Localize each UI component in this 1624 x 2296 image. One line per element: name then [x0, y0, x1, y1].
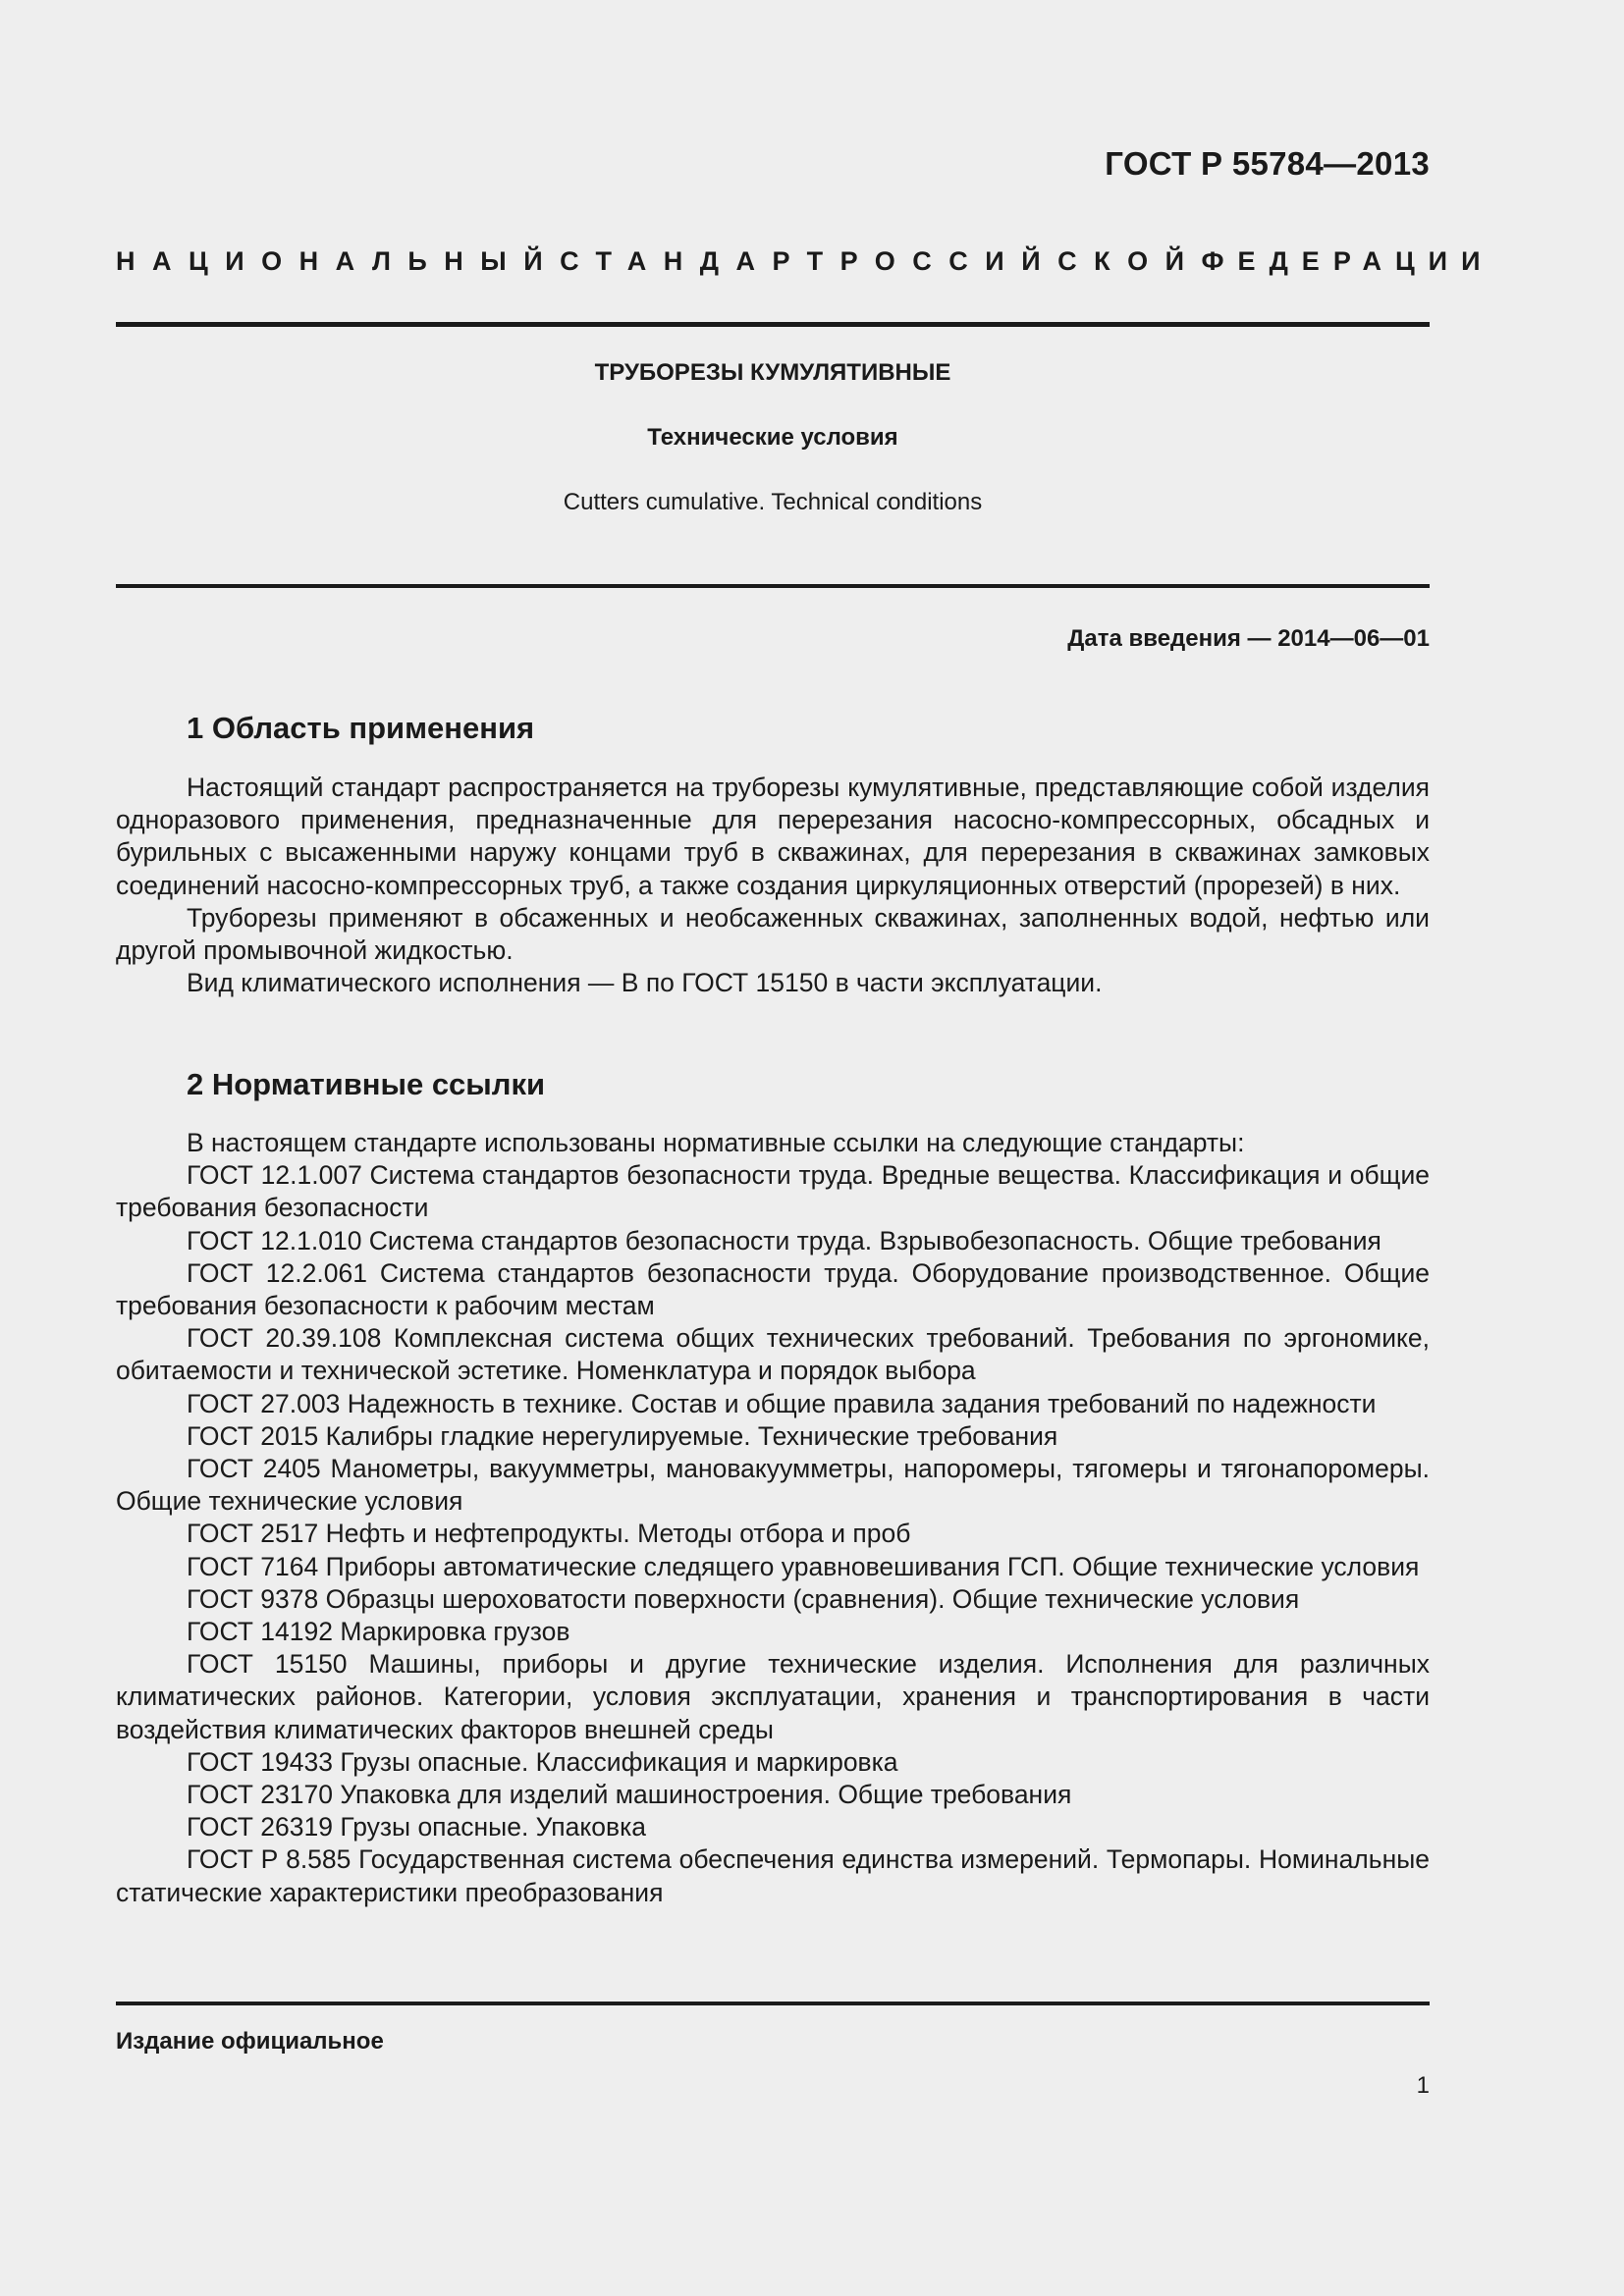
reference-item: ГОСТ 27.003 Надежность в технике. Состав и общие правила задания требований по надежности: [187, 1388, 1377, 1418]
section-heading-scope: 1 Область применения: [187, 711, 535, 745]
page-number: 1: [1416, 2072, 1430, 2099]
paragraph: Труборезы применяют в обсаженных и необсаженных скважинах, заполненных водой, нефтью или другой промывочной жидкостью.: [116, 902, 1430, 966]
document-title: ТРУБОРЕЗЫ КУМУЛЯТИВНЫЕ: [594, 359, 951, 386]
paragraph: Вид климатического исполнения — В по ГОСТ 15150 в части эксплуатации.: [187, 968, 1103, 998]
introduction-date: Дата введения — 2014—06—01: [1067, 625, 1430, 652]
document-page: [116, 0, 1494, 2296]
reference-item: ГОСТ Р 8.585 Государственная система обеспечения единства измерений. Термопары. Номинальные статические характеристики преобразования: [116, 1844, 1430, 1907]
reference-item: ГОСТ 19433 Грузы опасные. Классификация и маркировка: [187, 1746, 898, 1777]
reference-item: ГОСТ 2517 Нефть и нефтепродукты. Методы отбора и проб: [187, 1519, 911, 1549]
title-rule: [116, 584, 1430, 588]
banner-word: ФЕДЕРАЦИИ: [1201, 246, 1494, 276]
document-subtitle: Технические условия: [647, 424, 898, 451]
reference-item: ГОСТ 20.39.108 Комплексная система общих технических требований. Требования по эргономике, обитаемости и технической эстетике. Номенклатура и порядок выбора: [116, 1323, 1430, 1386]
reference-item: ГОСТ 12.2.061 Система стандартов безопасности труда. Оборудование производственное. Общие требования безопасности к рабочим местам: [116, 1257, 1430, 1321]
standard-number: ГОСТ Р 55784—2013: [1105, 145, 1430, 182]
reference-item: ГОСТ 9378 Образцы шероховатости поверхности (сравнения). Общие технические условия: [187, 1583, 1300, 1614]
document-english-title: Cutters cumulative. Technical conditions: [563, 489, 983, 515]
footer-rule: [116, 2002, 1430, 2005]
reference-item: ГОСТ 2015 Калибры гладкие нерегулируемые. Технические требования: [187, 1420, 1058, 1451]
reference-item: ГОСТ 23170 Упаковка для изделий машиностроения. Общие требования: [187, 1780, 1072, 1810]
reference-item: ГОСТ 26319 Грузы опасные. Упаковка: [187, 1812, 647, 1842]
references-intro: В настоящем стандарте использованы нормативные ссылки на следующие стандарты:: [187, 1128, 1245, 1157]
reference-item: ГОСТ 12.1.010 Система стандартов безопасности труда. Взрывобезопасность. Общие требования: [187, 1225, 1381, 1255]
reference-item: ГОСТ 14192 Маркировка грузов: [187, 1617, 570, 1647]
reference-item: ГОСТ 7164 Приборы автоматические следящего уравновешивания ГСП. Общие технические условия: [187, 1551, 1420, 1581]
reference-item: ГОСТ 15150 Машины, приборы и другие технические изделия. Исполнения для различных климатических районов. Категории, условия эксплуатации, хранения и транспортирования в части воздействия климатических факторов внешней среды: [116, 1649, 1430, 1744]
section-heading-references: 2 Нормативные ссылки: [187, 1067, 546, 1101]
banner-word: РОССИЙСКОЙ: [839, 246, 1202, 276]
banner-word: НАЦИОНАЛЬНЫЙ: [116, 246, 561, 276]
paragraph: Настоящий стандарт распространяется на труборезы кумулятивные, представляющие собой изделия одноразового применения, предназначенные для перерезания насосно-компрессорных, обсадных и бурильных с высаженными наружу концами труб в скважинах, для перерезания в скважинах замковых соединений насосно-компрессорных труб, а также создания циркуляционных отверстий (прорезей) в них.: [116, 773, 1430, 900]
header-rule: [116, 322, 1430, 327]
section-references-body: [116, 1127, 1430, 1909]
national-standard-banner: [116, 246, 1494, 277]
reference-item: ГОСТ 12.1.007 Система стандартов безопасности труда. Вредные вещества. Классификация и общие требования безопасности: [116, 1160, 1430, 1223]
edition-label: Издание официальное: [116, 2028, 384, 2055]
banner-word: СТАНДАРТ: [560, 246, 840, 276]
reference-item: ГОСТ 2405 Манометры, вакуумметры, мановакуумметры, напоромеры, тягомеры и тягонапоромеры. Общие технические условия: [116, 1454, 1430, 1517]
section-scope-body: [116, 772, 1430, 999]
